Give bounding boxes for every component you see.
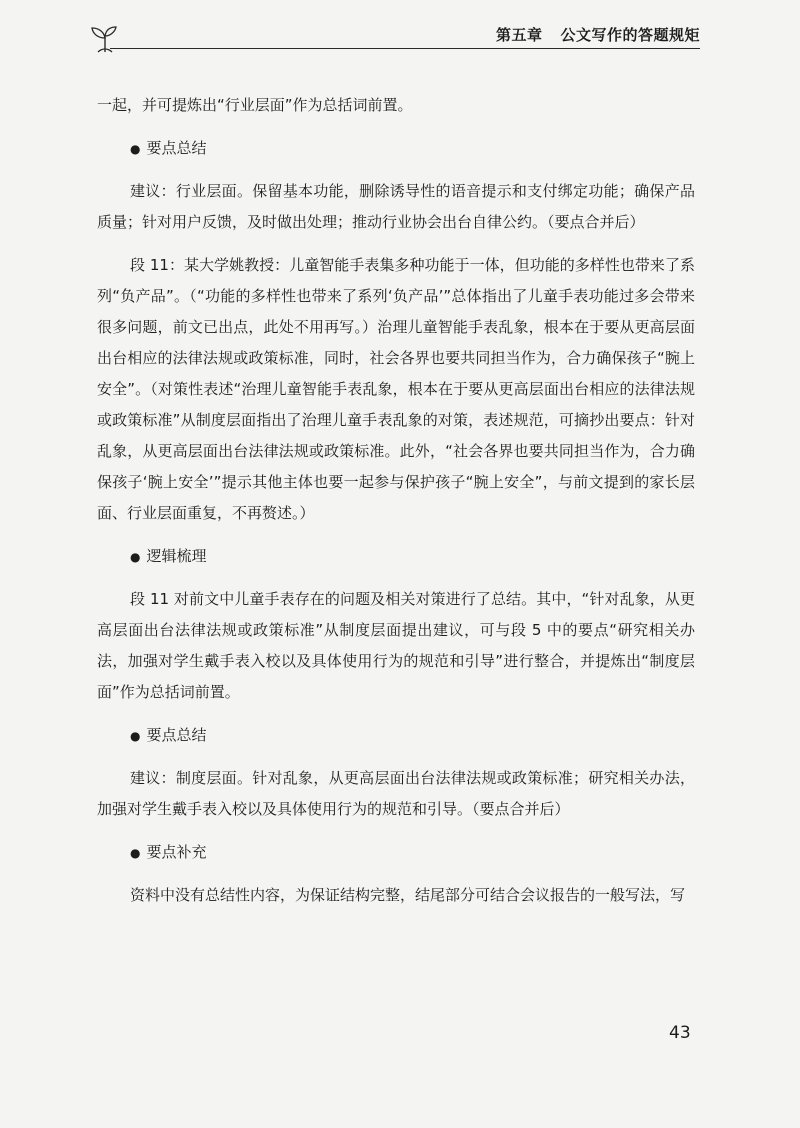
section-heading-label: 要点总结 — [146, 139, 207, 157]
running-header — [88, 18, 700, 58]
bullet-icon: ● — [130, 550, 141, 564]
section-heading — [130, 837, 695, 869]
paragraph: 段 11：某大学姚教授：儿童智能手表集多种功能于一体，但功能的多样性也带来了系列“负产品”。（“功能的多样性也带来了系列‘负产品’”总体指出了儿童手表功能过多会带来很多问题，前文已出点，此处不用再写。）治理儿童智能手表乱象，根本在于要从更高层面出台相应的法律法规或政策标准，同时，社会各界也要共同担当作为，合力确保孩子“腕上安全”。（对策性表述“治理儿童智能手表乱象，根本在于要从更高层面出台相应的法律法规或政策标准”从制度层面指出了治理儿童手表乱象的对策，表述规范，可摘抄出要点：针对乱象，从更高层面出台法律法规或政策标准。此外，“社会各界也要共同担当作为，合力确保孩子‘腕上安全’”提示其他主体也要一起参与保护孩子“腕上安全”，与前文提到的家长层面、行业层面重复，不再赘述。） — [97, 256, 695, 522]
paragraph: 资料中没有总结性内容，为保证结构完整，结尾部分可结合会议报告的一般写法，写 — [130, 886, 686, 904]
paragraph: 段 11 对前文中儿童手表存在的问题及相关对策进行了总结。其中，“针对乱象，从更高层面出台法律法规或政策标准”从制度层面提出建议，可与段 5 中的要点“研究相关办法，加强对学生戴手表入校以及具体使用行为的规范和引导”进行整合，并提炼出“制度层面”作为总括词前置。 — [97, 590, 695, 701]
page-number: 43 — [669, 1023, 691, 1043]
paragraph: 建议：行业层面。保留基本功能，删除诱导性的语音提示和支付绑定功能；确保产品质量；针对用户反馈，及时做出处理；推动行业协会出台自律公约。（要点合并后） — [97, 182, 695, 231]
page-body — [97, 90, 695, 911]
sprout-icon — [88, 22, 122, 56]
section-heading-label: 要点补充 — [146, 843, 207, 861]
section-heading-label: 要点总结 — [146, 726, 207, 744]
bullet-icon: ● — [130, 729, 141, 743]
section-heading-label: 逻辑梳理 — [146, 547, 207, 565]
paragraph-continuation: 一起，并可提炼出“行业层面”作为总括词前置。 — [97, 96, 413, 114]
header-rule — [110, 48, 700, 49]
header-title — [488, 24, 700, 45]
chapter-title: 公文写作的答题规矩 — [560, 26, 700, 44]
section-heading — [130, 720, 695, 752]
section-heading — [130, 541, 695, 573]
bullet-icon: ● — [130, 142, 141, 156]
section-heading — [130, 133, 695, 165]
bullet-icon: ● — [130, 846, 141, 860]
paragraph: 建议：制度层面。针对乱象，从更高层面出台法律法规或政策标准；研究相关办法，加强对学生戴手表入校以及具体使用行为的规范和引导。（要点合并后） — [97, 769, 695, 818]
chapter-label: 第五章 — [495, 26, 543, 44]
